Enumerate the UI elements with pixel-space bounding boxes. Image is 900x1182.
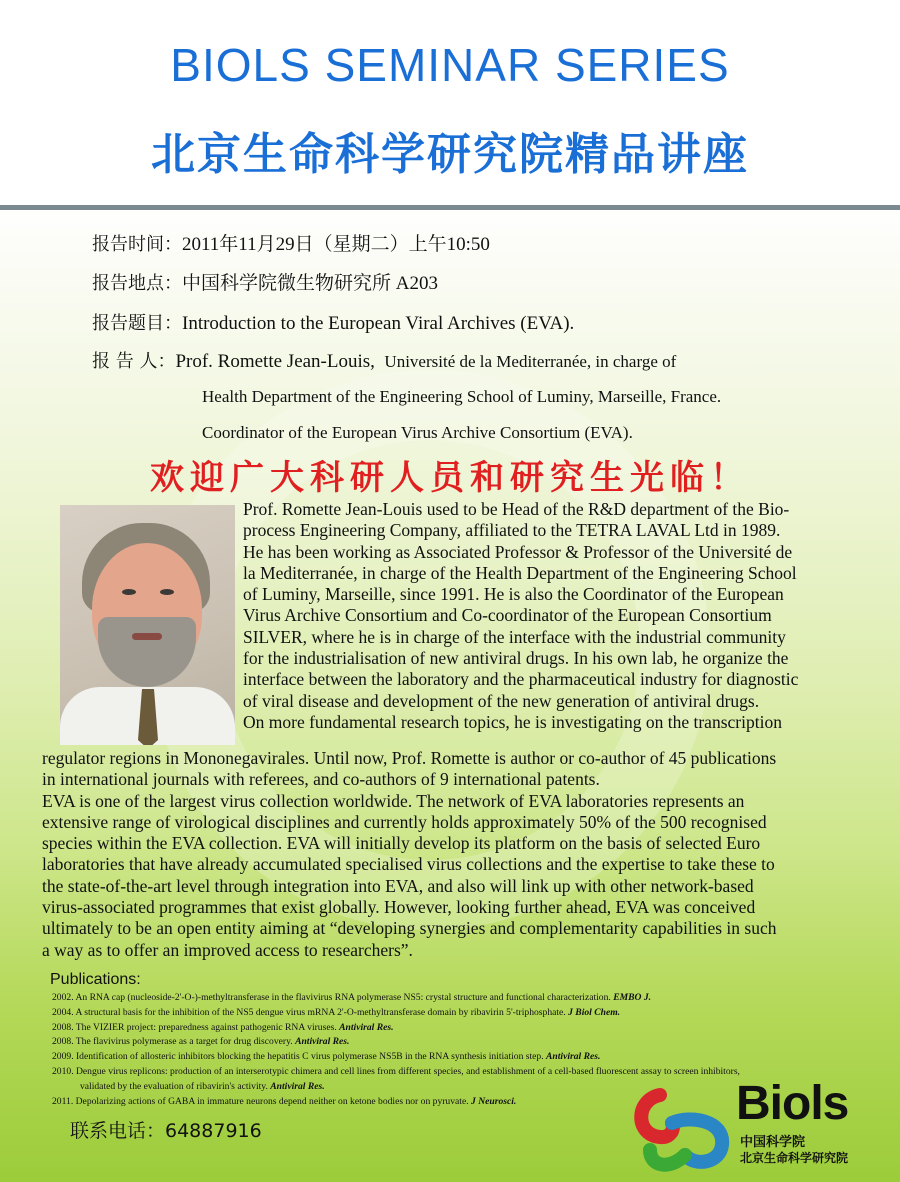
place-label: 报告地点： (92, 273, 182, 294)
text-line: EVA is one of the largest virus collection worldwide. The network of EVA laboratories represents an (42, 790, 745, 811)
bio-line: Prof. Romette Jean-Louis used to be Head of the R&D department of the Bio- (243, 499, 790, 519)
publication-item: 2002. An RNA cap (nucleoside-2'-O-)-methyltransferase in the flavivirus RNA polymerase NS5: crystal structure and functional characterization. EMBO J. (52, 992, 652, 1003)
text-line: ultimately to be an open entity aiming at “developing synergies and complementarity capabilities in such (42, 918, 777, 939)
speaker-bio (243, 499, 888, 733)
bio-line: Virus Archive Consortium and Co-coordinator of the European Consortium (243, 605, 772, 626)
bio-line: process Engineering Company, affiliated to the TETRA LAVAL Ltd in 1989. (243, 520, 781, 541)
text-line: a way as to offer an improved access to researchers”. (42, 939, 413, 960)
header-divider (0, 205, 900, 210)
logo-cn-line-1: 中国科学院 (740, 1135, 806, 1150)
publication-item: 2004. A structural basis for the inhibition of the NS5 dengue virus mRNA 2'-O-methyltransferase domain by ribavirin 5'-triphosphate. J Biol Chem. (52, 1006, 621, 1018)
speaker-label: 报 告 人： (92, 351, 176, 372)
bio-continued (42, 748, 892, 961)
text-line: regulator regions in Mononegavirales. Until now, Prof. Romette is author or co-author of 45 publications (42, 748, 777, 768)
publication-item: 2011. Depolarizing actions of GABA in immature neurons depend neither on ketone bodies nor on pyruvate. J Neurosci. (52, 1095, 517, 1107)
bio-line: of viral disease and development of the new generation of antiviral drugs. (243, 690, 760, 711)
contact-phone: 联系电话：64887916 (70, 1120, 262, 1142)
speaker-affiliation-2: Health Department of the Engineering School of Luminy, Marseille, France. (202, 387, 722, 406)
bio-line: for the industrialisation of new antiviral drugs. In his own lab, he organize the (243, 648, 789, 669)
title-english: BIOLS SEMINAR SERIES (170, 39, 730, 91)
text-line: virus-associated programmes that exist globally. However, looking further ahead, EVA was conceived (42, 897, 756, 918)
logo-wordmark: Biols (736, 1077, 849, 1130)
info-time (92, 229, 490, 256)
bio-line: interface between the laboratory and the pharmaceutical industry for diagnostic (243, 669, 799, 690)
info-topic (92, 309, 574, 335)
bio-line: la Mediterranée, in charge of the Health Department of the Engineering School (243, 562, 797, 583)
place-value: 中国科学院微生物研究所 A203 (182, 273, 438, 294)
bio-line: On more fundamental research topics, he is investigating on the transcription (243, 711, 782, 732)
publication-item-continued: validated by the evaluation of ribavirin's activity. Antiviral Res. (80, 1080, 325, 1092)
welcome-banner: 欢迎广大科研人员和研究生光临！ (150, 458, 750, 498)
text-line: extensive range of virological disciplines and currently holds approximately 50% of the 500 recognised (42, 811, 767, 832)
bio-line: of Luminy, Marseille, since 1991. He is also the Coordinator of the European (243, 584, 784, 605)
title-chinese: 北京生命科学研究院精品讲座 (151, 129, 749, 180)
publication-item: 2008. The VIZIER project: preparedness against pathogenic RNA viruses. Antiviral Res. (52, 1021, 394, 1033)
time-value: 2011年11月29日（星期二）上午10:50 (182, 234, 490, 255)
speaker-affiliation-3: Coordinator of the European Virus Archive Consortium (EVA). (202, 423, 633, 442)
topic-label: 报告题目： (92, 313, 182, 334)
bio-line: He has been working as Associated Professor & Professor of the Université de (243, 541, 793, 562)
logo-cn-line-2: 北京生命科学研究院 (740, 1151, 849, 1165)
bio-line: SILVER, where he is in charge of the interface with the industrial community (243, 626, 786, 647)
info-speaker (92, 347, 676, 373)
topic-value: Introduction to the European Viral Archives (EVA). (182, 313, 575, 334)
text-line: laboratories that have already accumulated specialised virus collections and the expertise to take these to (42, 854, 775, 875)
time-label: 报告时间： (92, 234, 182, 255)
info-place (92, 268, 438, 295)
publications-heading: Publications: (50, 971, 141, 988)
text-line: the state-of-the-art level through integration into EVA, and also will link up with other network-based (42, 875, 754, 896)
publication-item: 2008. The flavivirus polymerase as a target for drug discovery. Antiviral Res. (52, 1036, 350, 1048)
speaker-affiliation-1: Université de la Mediterranée, in charge of (384, 352, 677, 371)
speaker-name: Prof. Romette Jean-Louis, (175, 351, 375, 372)
text-line: species within the EVA collection. EVA will initially develop its platform on the basis of selected Euro (42, 833, 761, 854)
publication-item: 2009. Identification of allosteric inhibitors blocking the hepatitis C virus polymerase NS5B in the RNA synthesis initiation step. Antiviral Res. (52, 1051, 601, 1063)
publication-item: 2010. Dengue virus replicons: production of an interserotypic chimera and cell lines from different species, and establishment of a cell-based fluorescent assay to screen inhibitors, (52, 1065, 740, 1077)
speaker-photo (60, 505, 235, 745)
text-line: in international journals with referees, and co-authors of 9 international patents. (42, 769, 600, 790)
